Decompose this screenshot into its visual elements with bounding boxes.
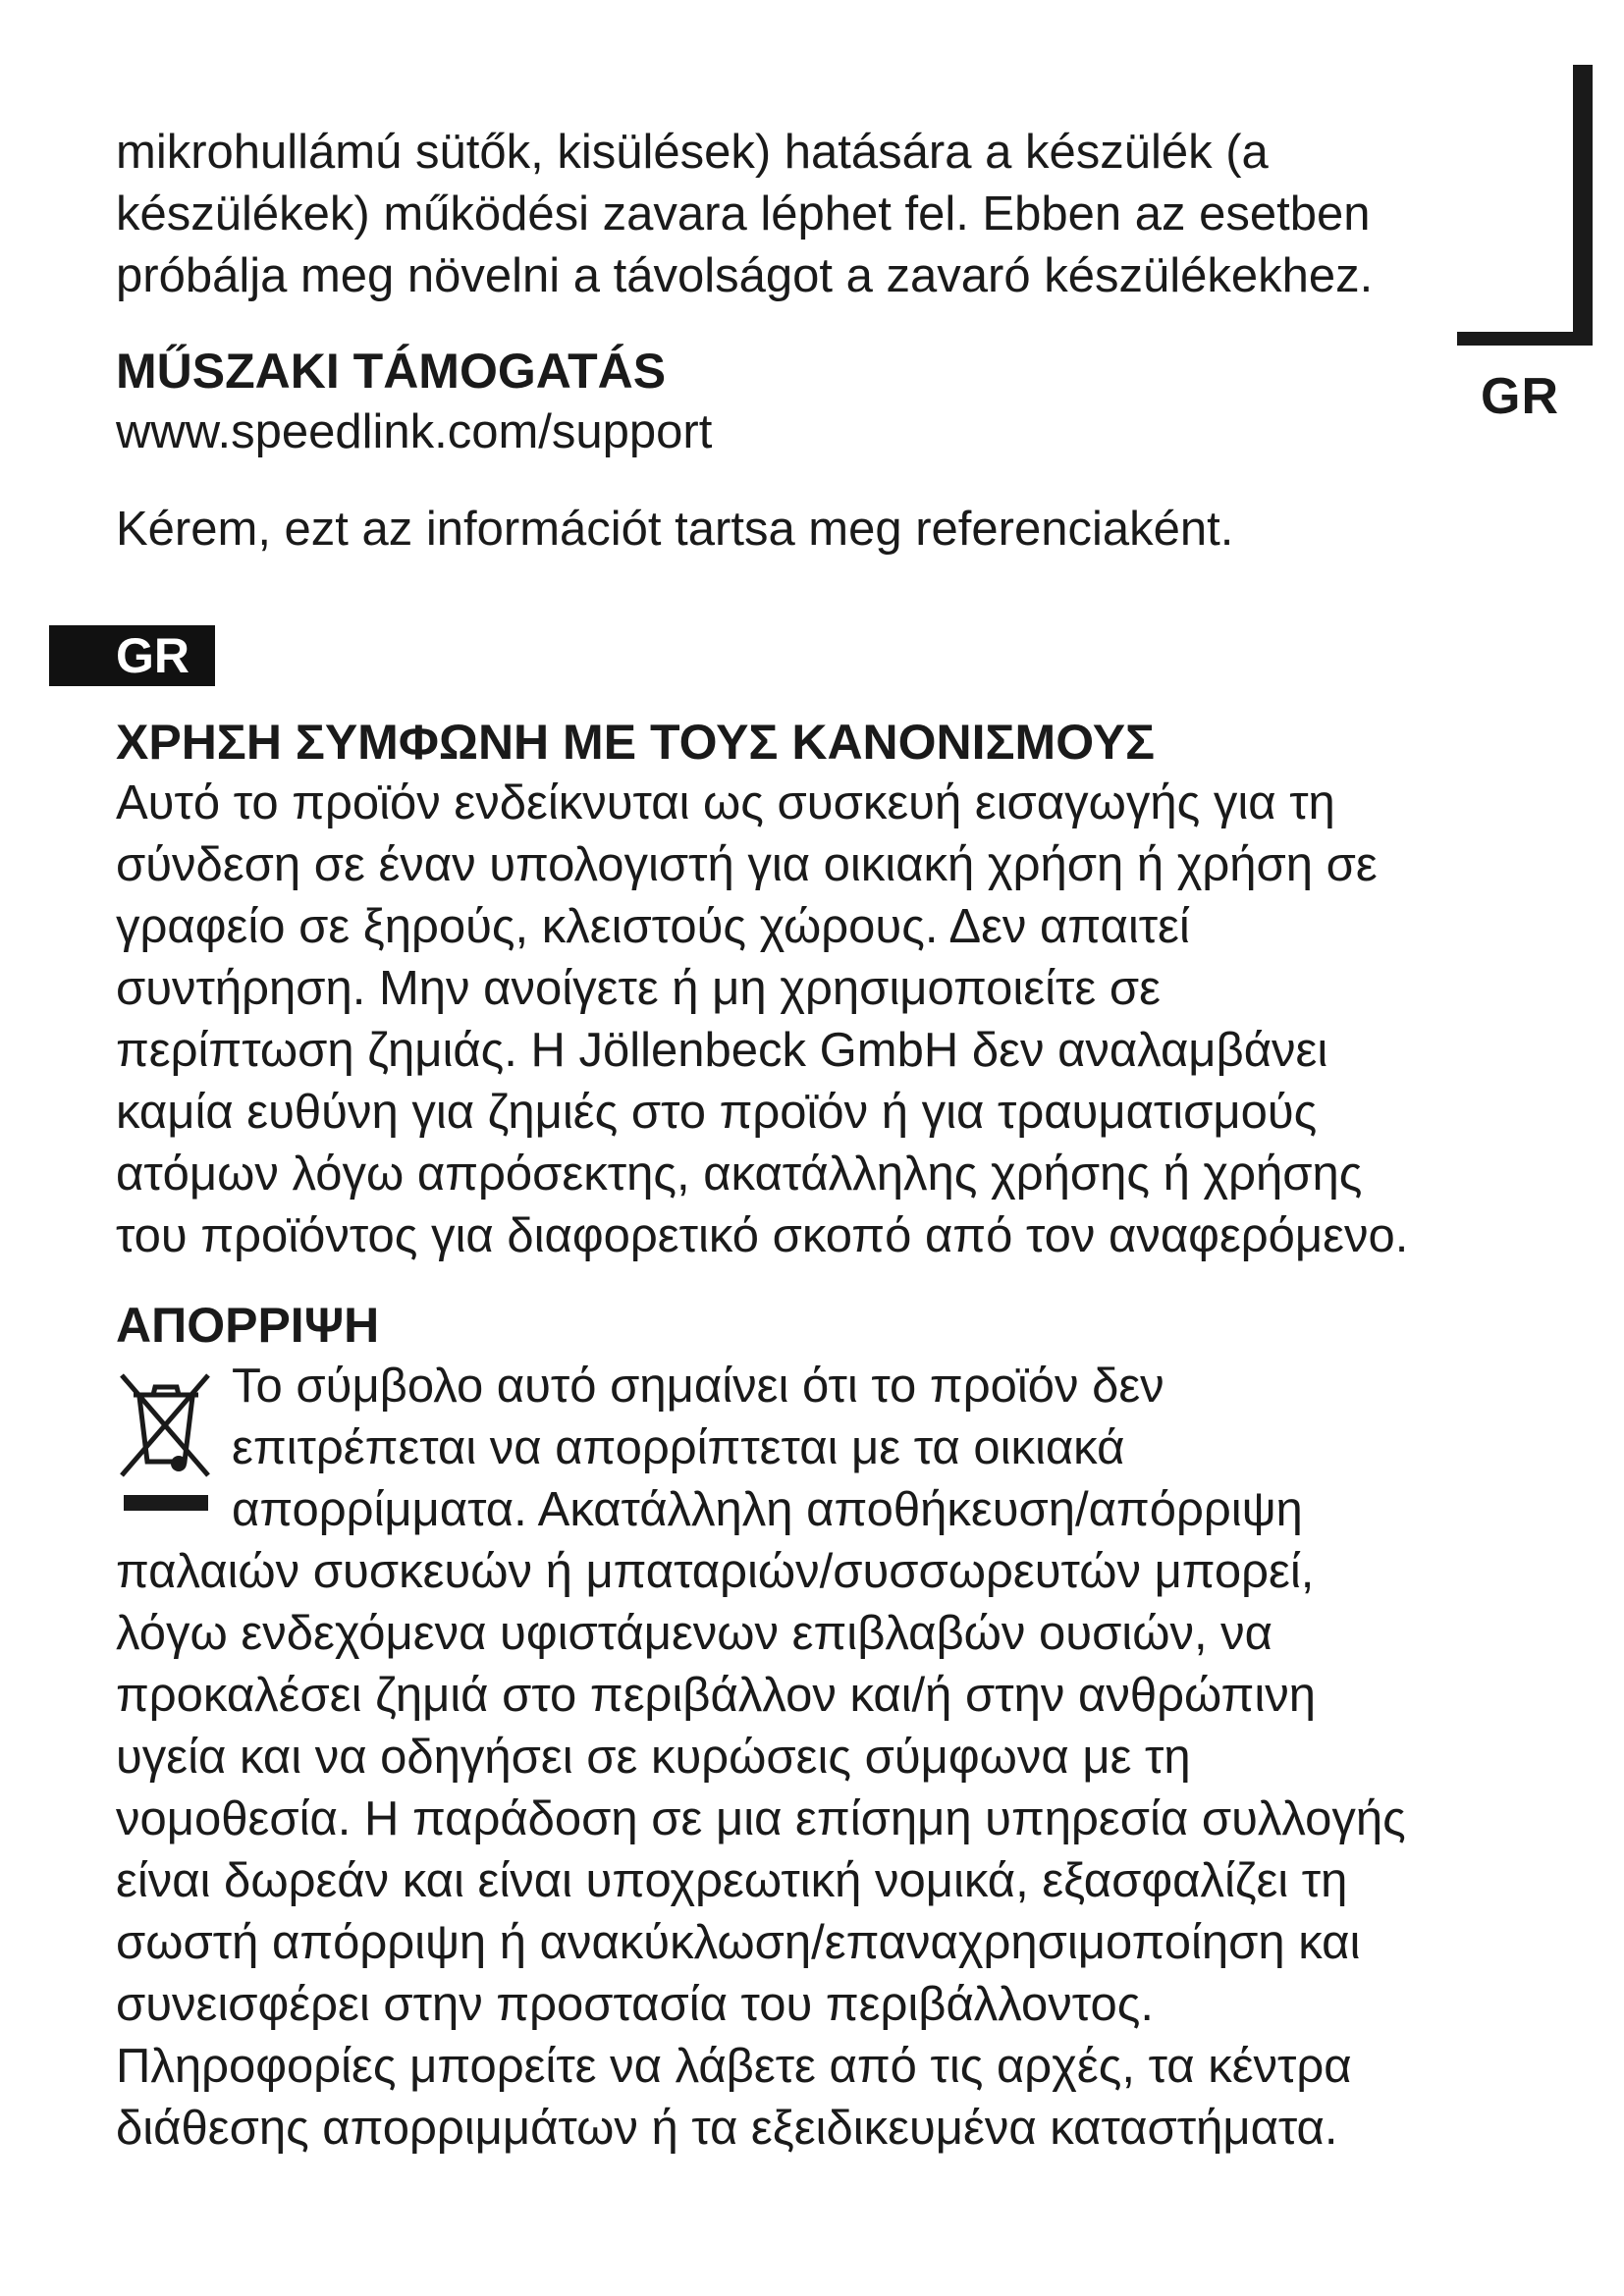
gr-info-text: Πληροφορίες μπορείτε να λάβετε από τις αρχές, τα κέντρα διάθεσης απορριμμάτων ή τα εξειδικευμένα καταστήματα. bbox=[116, 2040, 1352, 2155]
gr-language-tag: GR bbox=[49, 625, 215, 686]
hu-keep-info: Kérem, ezt az információt tartsa meg referenciaként. bbox=[116, 503, 1234, 556]
corner-mark-horizontal bbox=[1457, 332, 1593, 346]
side-language-code: GR bbox=[1481, 368, 1559, 425]
gr-disposal-heading: ΑΠΟΡΡΙΨΗ bbox=[116, 1298, 380, 1353]
page-content bbox=[116, 122, 1412, 2160]
gr-usage-text: Αυτό το προϊόν ενδείκνυται ως συσκευή εισαγωγής για τη σύνδεση σε έναν υπολογιστή για οικιακή χρήση ή χρήση σε γραφείο σε ξηρούς, κλειστούς χώρους. Δεν απαιτεί συντήρηση. Μην ανοίγετε ή μη χρησιμοποιείτε σε περίπτωση ζημιάς. Η Jöllenbeck GmbH δεν αναλαμβάνει καμία ευθύνη για ζημιές στο προϊόν ή για τραυματισμούς ατόμων λόγω απρόσεκτης, ακατάλληλης χρήσης ή χρήσης του προϊόντος για διαφορετικό σκοπό από τον αναφερόμενο. bbox=[116, 776, 1409, 1262]
gr-usage-heading: ΧΡΗΣΗ ΣΥΜΦΩΝΗ ΜΕ ΤΟΥΣ ΚΑΝΟΝΙΣΜΟΥΣ bbox=[116, 715, 1156, 770]
page-corner-mark bbox=[1457, 65, 1593, 346]
hu-interference-text: mikrohullámú sütők, kisülések) hatására a készülék (a készülékek) működési zavara léphet fel. Ebben az esetben próbálja meg növelni a távolságot a zavaró készülékekhez. bbox=[116, 126, 1374, 302]
corner-mark-vertical bbox=[1573, 65, 1593, 346]
hu-support-heading: MŰSZAKI TÁMOGATÁS bbox=[116, 344, 667, 399]
crossed-out-wheelie-bin-icon bbox=[116, 1367, 214, 1524]
gr-disposal-block bbox=[116, 1356, 1412, 2036]
hu-support-url: www.speedlink.com/support bbox=[116, 405, 713, 458]
gr-disposal-text: Το σύμβολο αυτό σημαίνει ότι το προϊόν δεν επιτρέπεται να απορρίπτεται με τα οικιακά απορρίμματα. Ακατάλληλη αποθήκευση/απόρριψη παλαιών συσκευών ή μπαταριών/συσσωρευτών μπορεί, λόγω ενδεχόμενα υφιστάμενων επιβλαβών ουσιών, να προκαλέσει ζημιά στο περιβάλλον και/ή στην ανθρώπινη υγεία και να οδηγήσει σε κυρώσεις σύμφωνα με τη νομοθεσία. Η παράδοση σε μια επίσημη υπηρεσία συλλογής είναι δωρεάν και είναι υποχρεωτική νομικά, εξασφαλίζει τη σωστή απόρριψη ή ανακύκλωση/επαναχρησιμοποίηση και συνεισφέρει στην προστασία του περιβάλλοντος. bbox=[116, 1356, 1412, 2036]
